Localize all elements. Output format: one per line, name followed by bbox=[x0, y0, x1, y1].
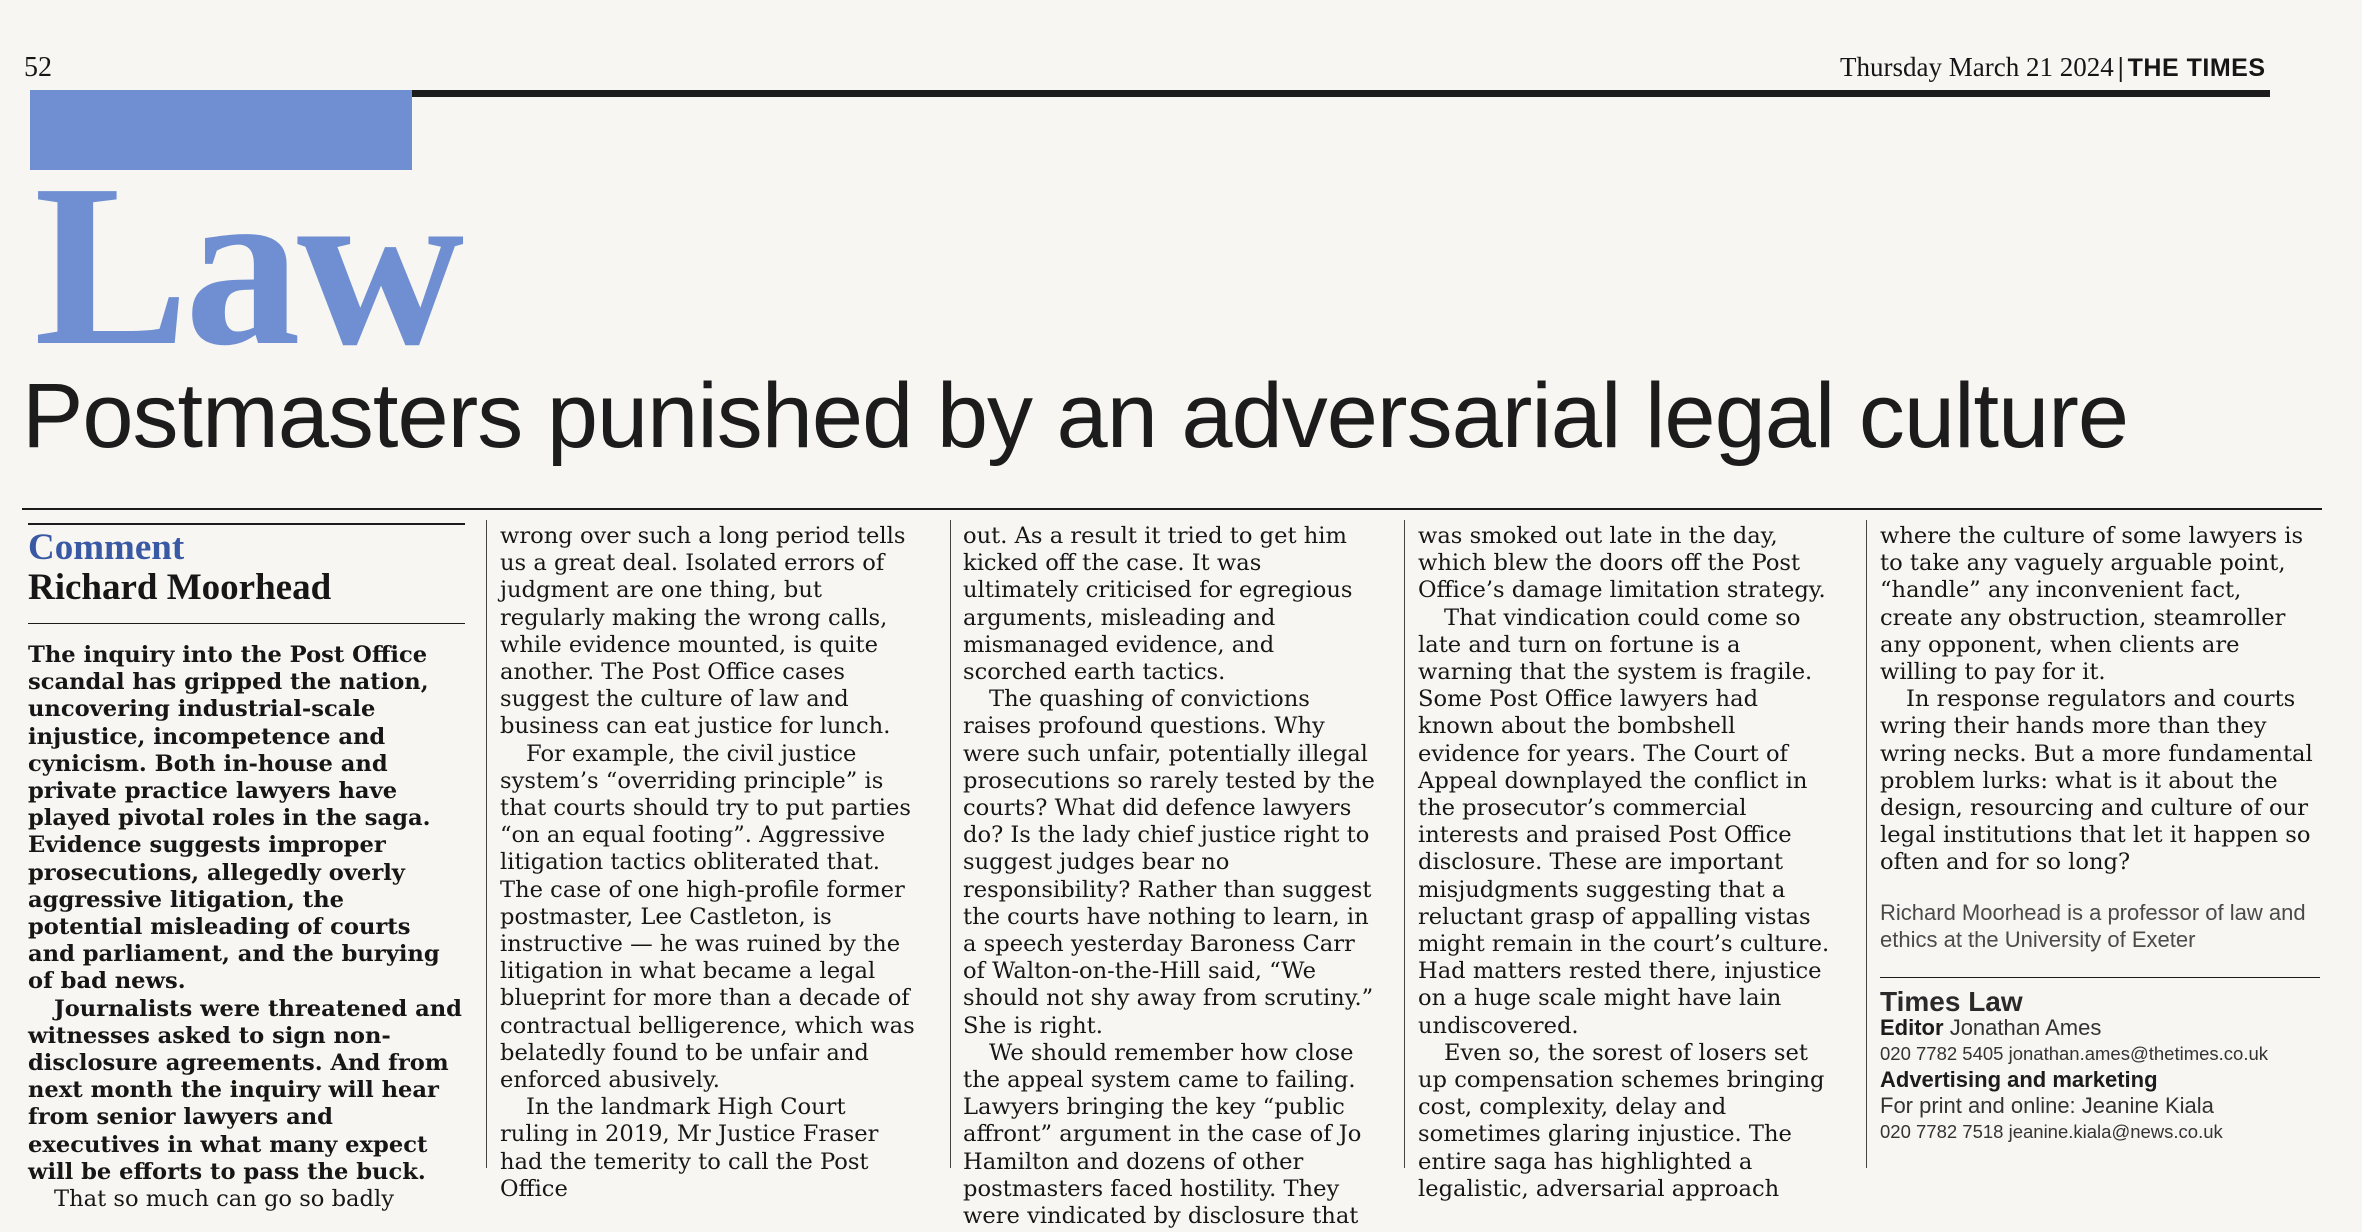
article-paragraph: Even so, the sorest of losers set up compensation schemes bringing cost, complexity, delay and sometimes glaring injustice. The entire saga has highlighted a legalistic, adversarial approach bbox=[1418, 1039, 1825, 1202]
article-column-4 bbox=[1418, 523, 1838, 1203]
advertising-contact: 020 7782 7518 jeanine.kiala@news.co.uk bbox=[1880, 1120, 2223, 1142]
publication-name: THE TIMES bbox=[2127, 54, 2266, 82]
article-column-2 bbox=[500, 523, 920, 1203]
article-column-1 bbox=[28, 523, 465, 1213]
advertising-label: Advertising and marketing bbox=[1880, 1066, 2158, 1092]
editor-label: Editor bbox=[1880, 1014, 1944, 1040]
box-rule bbox=[1880, 977, 2320, 978]
article-paragraph: We should remember how close the appeal system came to failing. Lawyers bringing the key “public affront” argument in the case of Jo Hamilton and dozens of other postmasters faced hostility. They were vindicated by disclosure that bbox=[963, 1039, 1362, 1230]
page-number: 52 bbox=[24, 52, 52, 83]
article-paragraph: where the culture of some lawyers is to take any vaguely arguable point, “handle” any inconvenient fact, create any obstruction, steamroller any opponent, when clients are willing to pay for it. bbox=[1880, 523, 2304, 686]
article-paragraph: For example, the civil justice system’s “overriding principle” is that courts should try to put parties “on an equal footing”. Aggressive litigation tactics obliterated that. The case of one high-profile former postmaster, Lee Castleton, is instructive — he was ruined by the litigation in what became a legal blueprint for more than a decade of contractual belligerence, which was belatedly found to be unfair and enforced abusively. bbox=[500, 740, 915, 1094]
editor-contact: 020 7782 5405 jonathan.ames@thetimes.co.uk bbox=[1880, 1042, 2269, 1064]
column-divider bbox=[950, 520, 951, 1168]
advertising-name: For print and online: Jeanine Kiala bbox=[1880, 1092, 2214, 1118]
headline-rule bbox=[22, 508, 2322, 510]
article-paragraph: The quashing of convictions raises profound questions. Why were such unfair, potentially illegal prosecutions so rarely tested by the courts? What did defence lawyers do? Is the lady chief justice right to suggest judges bear no responsibility? Rather than suggest the courts have nothing to learn, in a speech yesterday Baroness Carr of Walton-on-the-Hill said, “We should not shy away from scrutiny.” She is right. bbox=[963, 686, 1375, 1039]
article-column-3 bbox=[963, 523, 1383, 1230]
dateline bbox=[1840, 52, 2266, 83]
editor-name: Jonathan Ames bbox=[1949, 1014, 2102, 1040]
article-paragraph: Journalists were threatened and witnesses asked to sign non-disclosure agreements. And from next month the inquiry will hear from senior lawyers and executives in what many expect will be efforts to pass the buck. bbox=[28, 995, 462, 1185]
advertising-line bbox=[1880, 1067, 2320, 1093]
dateline-separator: | bbox=[2117, 52, 2124, 82]
times-law-box-title: Times Law bbox=[1880, 985, 2023, 1017]
author-note: Richard Moorhead is a professor of law and ethics at the University of Exeter bbox=[1880, 899, 2306, 952]
column-divider bbox=[1866, 520, 1867, 1168]
article-paragraph: That so much can go so badly bbox=[54, 1186, 394, 1213]
headline: Postmasters punished by an adversarial legal culture bbox=[22, 365, 2129, 467]
article-paragraph: In response regulators and courts wring their hands more than they wring necks. But a more fundamental problem lurks: what is it about the design, resourcing and culture of our legal institutions that let it happen so often and for so long? bbox=[1880, 686, 2313, 876]
editor-line bbox=[1880, 1015, 2320, 1041]
column-divider bbox=[486, 520, 487, 1168]
byline: Richard Moorhead bbox=[28, 567, 465, 624]
article-paragraph: In the landmark High Court ruling in 2019, Mr Justice Fraser had the temerity to call the Post Office bbox=[500, 1094, 879, 1202]
article-paragraph: was smoked out late in the day, which blew the doors off the Post Office’s damage limitation strategy. bbox=[1418, 523, 1826, 604]
article-paragraph: The inquiry into the Post Office scandal has gripped the nation, uncovering industrial-scale injustice, incompetence and cynicism. Both in-house and private practice lawyers have played pivotal roles in the saga. Evidence suggests improper prosecutions, allegedly overly aggressive litigation, the potential misleading of courts and parliament, and the burying of bad news. bbox=[28, 642, 440, 995]
article-paragraph: That vindication could come so late and turn on fortune is a warning that the system is fragile. Some Post Office lawyers had known about the bombshell evidence for years. The Court of Appeal downplayed the conflict in the prosecutor’s commercial interests and praised Post Office disclosure. These are important misjudgments suggesting that a reluctant grasp of appalling vistas might remain in the court’s culture. Had matters rested there, injustice on a huge scale might have lain undiscovered. bbox=[1418, 604, 1830, 1039]
section-title: Law bbox=[34, 137, 461, 394]
column-divider bbox=[1404, 520, 1405, 1168]
article-paragraph: wrong over such a long period tells us a great deal. Isolated errors of judgment are one thing, but regularly making the wrong calls, while evidence mounted, is quite another. The Post Office cases suggest the culture of law and business can eat justice for lunch. bbox=[500, 523, 906, 740]
issue-date: Thursday March 21 2024 bbox=[1840, 52, 2114, 82]
article-column-5 bbox=[1880, 523, 2320, 1145]
article-paragraph: out. As a result it tried to get him kicked off the case. It was ultimately criticised for egregious arguments, misleading and mismanaged evidence, and scorched earth tactics. bbox=[963, 523, 1353, 686]
kicker: Comment bbox=[28, 523, 465, 567]
